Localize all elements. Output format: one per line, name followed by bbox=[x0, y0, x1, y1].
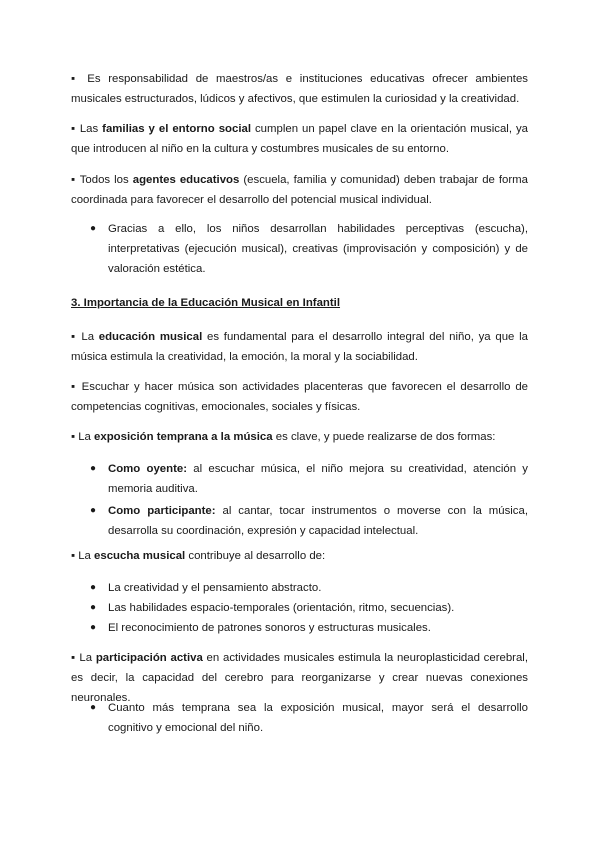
paragraph-educacion-musical: ▪ La educación musical es fundamental para el desarrollo integral del niño, ya que la música estimula la creatividad, la emoción, la moral y la sociabilidad. bbox=[71, 331, 528, 363]
paragraph-exposicion: ▪ La exposición temprana a la música es clave, y puede realizarse de dos formas: bbox=[71, 431, 496, 443]
bullet-icon: ● bbox=[90, 223, 97, 234]
bold-term: participación activa bbox=[95, 652, 203, 664]
bullet-list-exposicion-temprana bbox=[71, 698, 528, 740]
paragraph-participacion: ▪ La participación activa en actividades musicales estimula la neuroplasticidad cerebral, es decir, la capacidad del cerebro para reorganizarse y crear nuevas conexiones neuronales. bbox=[71, 652, 528, 704]
paragraph-agentes: ▪ Todos los agentes educativos (escuela, familia y comunidad) deben trabajar de forma coordinada para favorecer el desarrollo del potencial musical individual. bbox=[71, 174, 529, 206]
paragraph-escuchar-hacer: ▪ Escuchar y hacer música son actividades placenteras que favorecen el desarrollo de competencias cognitivas, emocionales, sociales y físicas. bbox=[71, 381, 528, 413]
bold-term: familias y el entorno social bbox=[102, 123, 251, 135]
list-item: ● La creatividad y el pensamiento abstracto. bbox=[71, 578, 528, 598]
list-item: ● Como oyente: al escuchar música, el niño mejora su creatividad, atención y memoria auditiva. bbox=[71, 459, 528, 499]
list-item: ● Las habilidades espacio-temporales (orientación, ritmo, secuencias). bbox=[71, 598, 528, 618]
bullet-icon: ● bbox=[90, 582, 97, 593]
bullet-list-habilidades bbox=[71, 219, 528, 281]
bullet-icon: ● bbox=[90, 505, 97, 516]
list-item: ● Como participante: al cantar, tocar instrumentos o moverse con la música, desarrolla su coordinación, expresión y capacidad intelectual. bbox=[71, 501, 528, 541]
bullet-icon: ● bbox=[90, 702, 97, 713]
list-item: ● El reconocimiento de patrones sonoros y estructuras musicales. bbox=[71, 618, 528, 638]
paragraph-escucha-musical: ▪ La escucha musical contribuye al desarrollo de: bbox=[71, 550, 326, 562]
bold-term: exposición temprana a la música bbox=[94, 431, 273, 443]
bold-term: agentes educativos bbox=[132, 174, 240, 186]
list-item: ● Gracias a ello, los niños desarrollan habilidades perceptivas (escucha), interpretativas (ejecución musical), creativas (improvisación y composición) y de valoración estética. bbox=[71, 219, 528, 279]
paragraph-familias: ▪ Las familias y el entorno social cumplen un papel clave en la orientación musical, ya que introducen al niño en la cultura y costumbres musicales de su entorno. bbox=[71, 123, 529, 155]
bold-term: escucha musical bbox=[94, 550, 186, 562]
bullet-icon: ● bbox=[90, 463, 97, 474]
bullet-icon: ● bbox=[90, 602, 97, 613]
bullet-icon: ● bbox=[90, 622, 97, 633]
bullet-list-desarrollo bbox=[71, 578, 528, 638]
section-heading: 3. Importancia de la Educación Musical en Infantil bbox=[71, 297, 341, 309]
list-item: ● Cuanto más temprana sea la exposición musical, mayor será el desarrollo cognitivo y emocional del niño. bbox=[71, 698, 528, 738]
paragraph-responsabilidad: ▪ Es responsabilidad de maestros/as e instituciones educativas ofrecer ambientes musicales estructurados, lúdicos y afectivos, que estimulen la curiosidad y la creatividad. bbox=[71, 73, 528, 105]
bold-term: educación musical bbox=[98, 331, 203, 343]
bullet-list-formas bbox=[71, 459, 528, 543]
